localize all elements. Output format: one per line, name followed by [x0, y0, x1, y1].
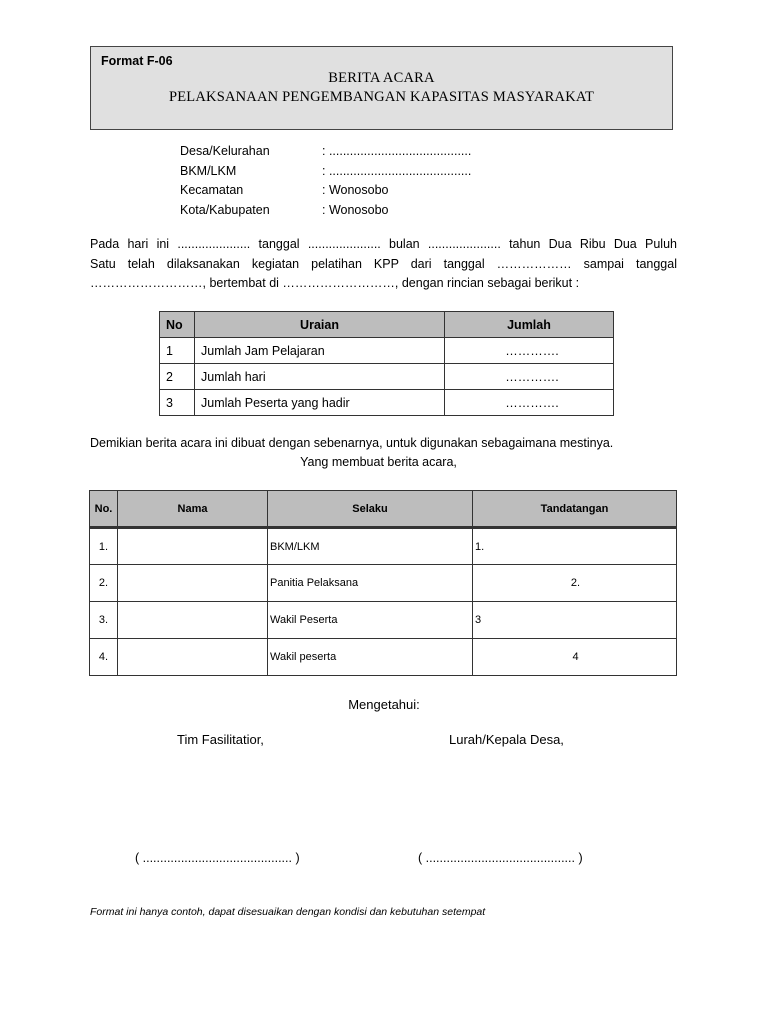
cell-selaku: Wakil Peserta — [268, 602, 473, 639]
column-header-jumlah: Jumlah — [445, 312, 614, 338]
document-header-box — [90, 46, 673, 130]
format-code: Format F-06 — [101, 54, 173, 68]
cell-no: 3. — [90, 602, 118, 639]
signatories-table — [89, 490, 677, 676]
table-row — [90, 639, 677, 676]
cell-tandatangan: 1. — [473, 528, 677, 565]
cell-no: 4. — [90, 639, 118, 676]
facilitator-signature-title: Tim Fasilitatior, — [177, 732, 264, 747]
info-row-kecamatan — [180, 181, 471, 201]
cell-jumlah: …………. — [445, 338, 614, 364]
table-row — [90, 602, 677, 639]
cell-no: 2. — [90, 565, 118, 602]
info-label: Kota/Kabupaten — [180, 202, 270, 217]
village-head-signature-line: ( ........................................... ) — [418, 851, 583, 865]
cell-no: 1. — [90, 528, 118, 565]
document-subtitle: PELAKSANAAN PENGEMBANGAN KAPASITAS MASYARAKAT — [168, 89, 595, 105]
footnote: Format ini hanya contoh, dapat disesuaikan dengan kondisi dan kebutuhan setempat — [90, 906, 486, 918]
cell-jumlah: …………. — [445, 390, 614, 416]
cell-selaku: BKM/LKM — [268, 528, 473, 565]
column-header-no: No. — [90, 491, 118, 528]
closing-line: Demikian berita acara ini dibuat dengan sebenarnya, untuk digunakan sebagaimana mestinya. — [90, 436, 614, 450]
paragraph-line: Satu telah dilaksanakan kegiatan pelatihan KPP dari tanggal ……………… sampai tanggal — [90, 256, 677, 271]
column-header-nama: Nama — [118, 491, 268, 528]
cell-nama — [118, 639, 268, 676]
intro-paragraph — [90, 235, 677, 294]
cell-selaku: Wakil peserta — [268, 639, 473, 676]
table-header-row — [90, 491, 677, 528]
info-label: BKM/LKM — [180, 163, 237, 178]
info-row-kabupaten — [180, 201, 471, 221]
cell-jumlah: …………. — [445, 364, 614, 390]
cell-nama — [118, 602, 268, 639]
location-info — [180, 142, 471, 220]
table-row — [90, 565, 677, 602]
info-value: : Wonosobo — [322, 202, 389, 217]
column-header-selaku: Selaku — [268, 491, 473, 528]
details-table — [159, 311, 614, 416]
cell-no: 3 — [160, 390, 195, 416]
info-label: Desa/Kelurahan — [180, 144, 270, 158]
cell-no: 2 — [160, 364, 195, 390]
cell-tandatangan: 3 — [473, 602, 677, 639]
info-row-desa — [180, 142, 471, 162]
acknowledged-label: Mengetahui: — [348, 697, 420, 712]
village-head-signature-title: Lurah/Kepala Desa, — [449, 732, 564, 747]
info-label: Kecamatan — [180, 183, 244, 197]
info-value: : ......................................... — [322, 144, 472, 158]
table-row — [90, 528, 677, 565]
cell-uraian: Jumlah hari — [195, 364, 445, 390]
info-value: : ......................................... — [322, 163, 472, 178]
info-row-bkm — [180, 162, 471, 182]
cell-nama — [118, 528, 268, 565]
table-row — [160, 390, 614, 416]
document-title: BERITA ACARA — [328, 70, 435, 86]
table-header-row — [160, 312, 614, 338]
cell-tandatangan: 4 — [473, 639, 677, 676]
column-header-no: No — [160, 312, 195, 338]
paragraph-line: Pada hari ini ..................... tanggal ..................... bulan ..................... tahun Dua Ribu Dua Puluh — [90, 237, 677, 251]
column-header-uraian: Uraian — [195, 312, 445, 338]
cell-uraian: Jumlah Jam Pelajaran — [195, 338, 445, 364]
closing-statement — [90, 434, 677, 472]
info-value: : Wonosobo — [322, 183, 389, 197]
facilitator-signature-line: ( ........................................... ) — [135, 851, 300, 865]
cell-selaku: Panitia Pelaksana — [268, 565, 473, 602]
cell-no: 1 — [160, 338, 195, 364]
paragraph-line: ………………………, bertembat di ………………………, dengan rincian sebagai berikut : — [90, 276, 580, 290]
cell-nama — [118, 565, 268, 602]
table-row — [160, 338, 614, 364]
column-header-tandatangan: Tandatangan — [473, 491, 677, 528]
cell-uraian: Jumlah Peserta yang hadir — [195, 390, 445, 416]
closing-signoff: Yang membuat berita acara, — [300, 455, 457, 469]
cell-tandatangan: 2. — [473, 565, 677, 602]
table-row — [160, 364, 614, 390]
